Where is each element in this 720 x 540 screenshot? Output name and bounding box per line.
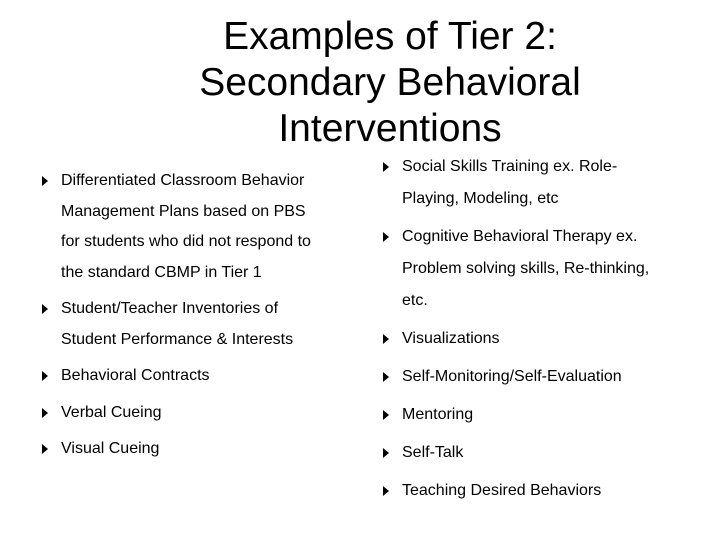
- right-bullet-list: [381, 151, 711, 513]
- bullet-item: [40, 294, 370, 355]
- bullet-text-line: Self-Talk: [402, 444, 464, 461]
- bullet-text-line: Verbal Cueing: [61, 403, 162, 421]
- bullet-item: [381, 151, 711, 215]
- bullet-item: [40, 166, 370, 288]
- triangle-bullet-icon: [383, 448, 389, 458]
- bullet-text-line: for students who did not respond to: [61, 233, 311, 250]
- triangle-bullet-icon: [42, 304, 48, 314]
- bullet-item: [40, 434, 370, 465]
- triangle-bullet-icon: [42, 444, 48, 454]
- triangle-bullet-icon: [383, 334, 389, 344]
- triangle-bullet-icon: [383, 486, 389, 496]
- bullet-text-line: Student/Teacher Inventories of: [61, 300, 279, 317]
- bullet-text-line: Student Performance & Interests: [61, 330, 294, 348]
- bullet-item: [381, 437, 711, 469]
- bullet-item: [381, 399, 711, 431]
- triangle-bullet-icon: [42, 408, 48, 418]
- slide-title-line-2: Secondary Behavioral: [199, 61, 581, 104]
- bullet-text-line: Behavioral Contracts: [61, 367, 210, 384]
- bullet-text-line: Mentoring: [402, 406, 474, 423]
- triangle-bullet-icon: [42, 176, 48, 186]
- bullet-item: [40, 361, 370, 392]
- bullet-text-line: Playing, Modeling, etc: [402, 190, 559, 207]
- slide-title-line-1: Examples of Tier 2:: [223, 15, 557, 58]
- bullet-text-line: Visualizations: [402, 330, 500, 347]
- bullet-text-line: etc.: [402, 292, 428, 309]
- bullet-item: [381, 221, 711, 317]
- bullet-text-line: Teaching Desired Behaviors: [402, 482, 602, 499]
- slide-title-line-3: Interventions: [278, 107, 502, 150]
- bullet-text-line: the standard CBMP in Tier 1: [61, 263, 262, 281]
- slide-title: [130, 14, 650, 152]
- bullet-text-line: Differentiated Classroom Behavior: [61, 172, 305, 189]
- bullet-text-line: Cognitive Behavioral Therapy ex.: [402, 228, 638, 245]
- bullet-item: [381, 475, 711, 507]
- bullet-item: [381, 361, 711, 393]
- triangle-bullet-icon: [383, 162, 389, 172]
- bullet-item: [381, 323, 711, 355]
- left-bullet-list: [40, 166, 370, 471]
- triangle-bullet-icon: [383, 232, 389, 242]
- triangle-bullet-icon: [383, 372, 389, 382]
- triangle-bullet-icon: [383, 410, 389, 420]
- bullet-text-line: Self-Monitoring/Self-Evaluation: [402, 368, 622, 385]
- triangle-bullet-icon: [42, 371, 48, 381]
- bullet-text-line: Social Skills Training ex. Role-: [402, 158, 618, 175]
- bullet-text-line: Management Plans based on PBS: [61, 202, 306, 220]
- bullet-item: [40, 398, 370, 429]
- bullet-text-line: Problem solving skills, Re-thinking,: [402, 260, 650, 277]
- bullet-text-line: Visual Cueing: [61, 440, 160, 457]
